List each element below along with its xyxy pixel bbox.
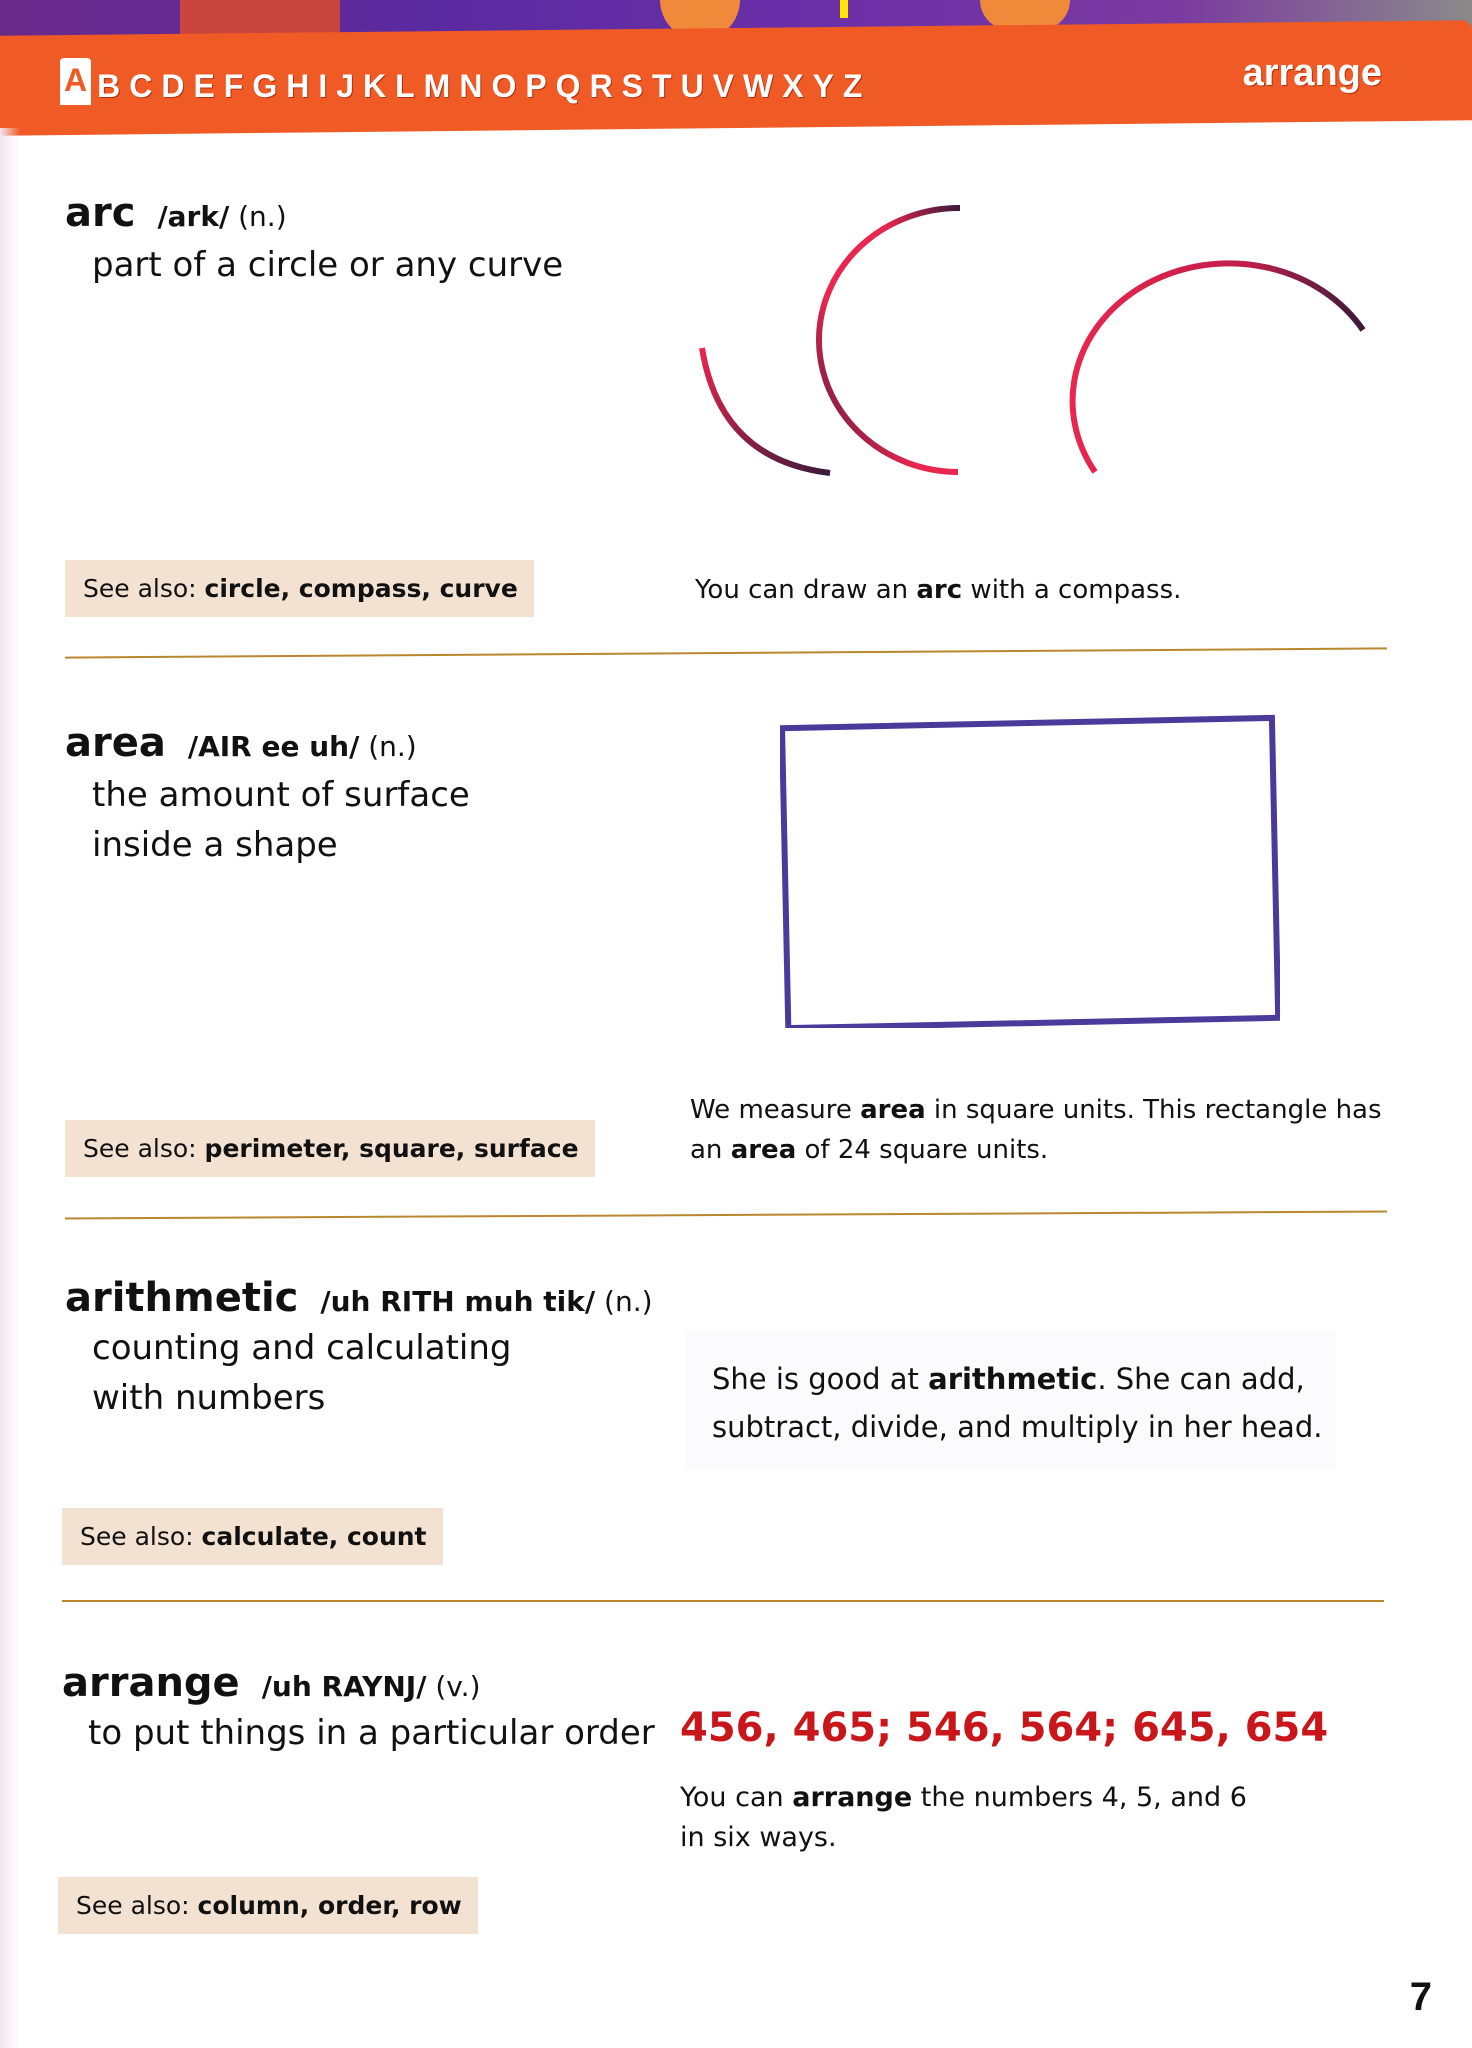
alphabet-letter: H — [286, 68, 310, 104]
arc-semicircle — [819, 208, 960, 472]
see-also-links[interactable]: perimeter, square, surface — [204, 1134, 579, 1163]
alphabet-letter: I — [318, 68, 328, 104]
pronunciation: /ark/ (n.) — [157, 200, 287, 233]
see-also-box: See also: circle, compass, curve — [65, 560, 534, 617]
see-also-box: See also: calculate, count — [62, 1508, 443, 1565]
alphabet-letter: Q — [555, 68, 581, 104]
arc-small — [702, 348, 830, 473]
see-also-links[interactable]: circle, compass, curve — [204, 574, 518, 603]
alphabet-letter: R — [589, 68, 613, 104]
arrangement-numbers: 456, 465; 546, 564; 645, 654 — [680, 1705, 1329, 1751]
entry-area-heading — [65, 720, 417, 766]
alphabet-letter: V — [712, 68, 735, 104]
example-sentence: You can arrange the numbers 4, 5, and 6 in six ways. — [680, 1782, 1247, 1853]
definition: the amount of surface inside a shape — [92, 775, 470, 865]
pronunciation: /AIR ee uh/ (n.) — [187, 730, 417, 763]
headword: arithmetic — [65, 1275, 299, 1321]
arc-illustration — [680, 190, 1380, 490]
entry-divider — [65, 1211, 1387, 1220]
alphabet-letter: B — [97, 68, 121, 104]
alphabet-letter: W — [743, 68, 774, 104]
page-edge-shadow — [0, 128, 20, 2048]
area-grid-illustration — [780, 708, 1280, 1028]
entry-divider — [65, 647, 1387, 658]
alphabet-letter: X — [782, 68, 804, 104]
definition: counting and calculating with numbers — [92, 1328, 512, 1418]
headword: arrange — [62, 1660, 240, 1706]
see-also-links[interactable]: column, order, row — [197, 1891, 462, 1920]
alphabet-letter: E — [193, 68, 215, 104]
example-sentence: She is good at arithmetic. She can add, subtract, divide, and multiply in her head. — [712, 1362, 1323, 1444]
see-also-box: See also: column, order, row — [58, 1877, 478, 1934]
pronunciation: /uh RITH muh tik/ (n.) — [320, 1285, 653, 1318]
see-also-box: See also: perimeter, square, surface — [65, 1120, 595, 1177]
arc-large — [1073, 263, 1363, 472]
alphabet-letter: Z — [842, 68, 863, 104]
alphabet-letter: Y — [812, 68, 834, 104]
alphabet-letter: K — [363, 68, 387, 104]
headword: arc — [65, 190, 136, 236]
alphabet-letter: P — [525, 68, 547, 104]
example-sentence: You can draw an arc with a compass. — [695, 575, 1182, 605]
alphabet-letter: C — [129, 68, 153, 104]
entry-arc-heading — [65, 190, 287, 236]
alphabet-letter: J — [336, 68, 355, 104]
see-also-links[interactable]: calculate, count — [201, 1522, 427, 1551]
entry-divider — [62, 1600, 1384, 1602]
alphabet-letter: O — [491, 68, 517, 104]
definition: to put things in a particular order — [88, 1713, 655, 1753]
page-number: 7 — [1409, 1975, 1432, 2019]
alphabet-letter: U — [680, 68, 704, 104]
alphabet-letter: T — [652, 68, 672, 104]
headword: area — [65, 720, 166, 766]
entry-arithmetic-heading — [65, 1275, 653, 1321]
definition: part of a circle or any curve — [92, 245, 564, 285]
alphabet-letter: M — [423, 68, 451, 104]
guide-word: arrange — [1242, 52, 1382, 94]
alphabet-letter: S — [621, 68, 644, 104]
alphabet-letter: F — [223, 68, 244, 104]
alphabet-index — [60, 58, 871, 105]
alphabet-letter: L — [395, 68, 415, 104]
alphabet-letter: N — [459, 68, 483, 104]
alphabet-letter-active: A — [60, 58, 91, 105]
alphabet-letter: D — [161, 68, 185, 104]
example-sentence: We measure area in square units. This rectangle has an area of 24 square units. — [690, 1095, 1382, 1165]
entry-arrange-heading — [62, 1660, 481, 1706]
alphabet-letter: G — [252, 68, 278, 104]
pronunciation: /uh RAYNJ/ (v.) — [261, 1670, 481, 1703]
decoration — [840, 0, 848, 18]
